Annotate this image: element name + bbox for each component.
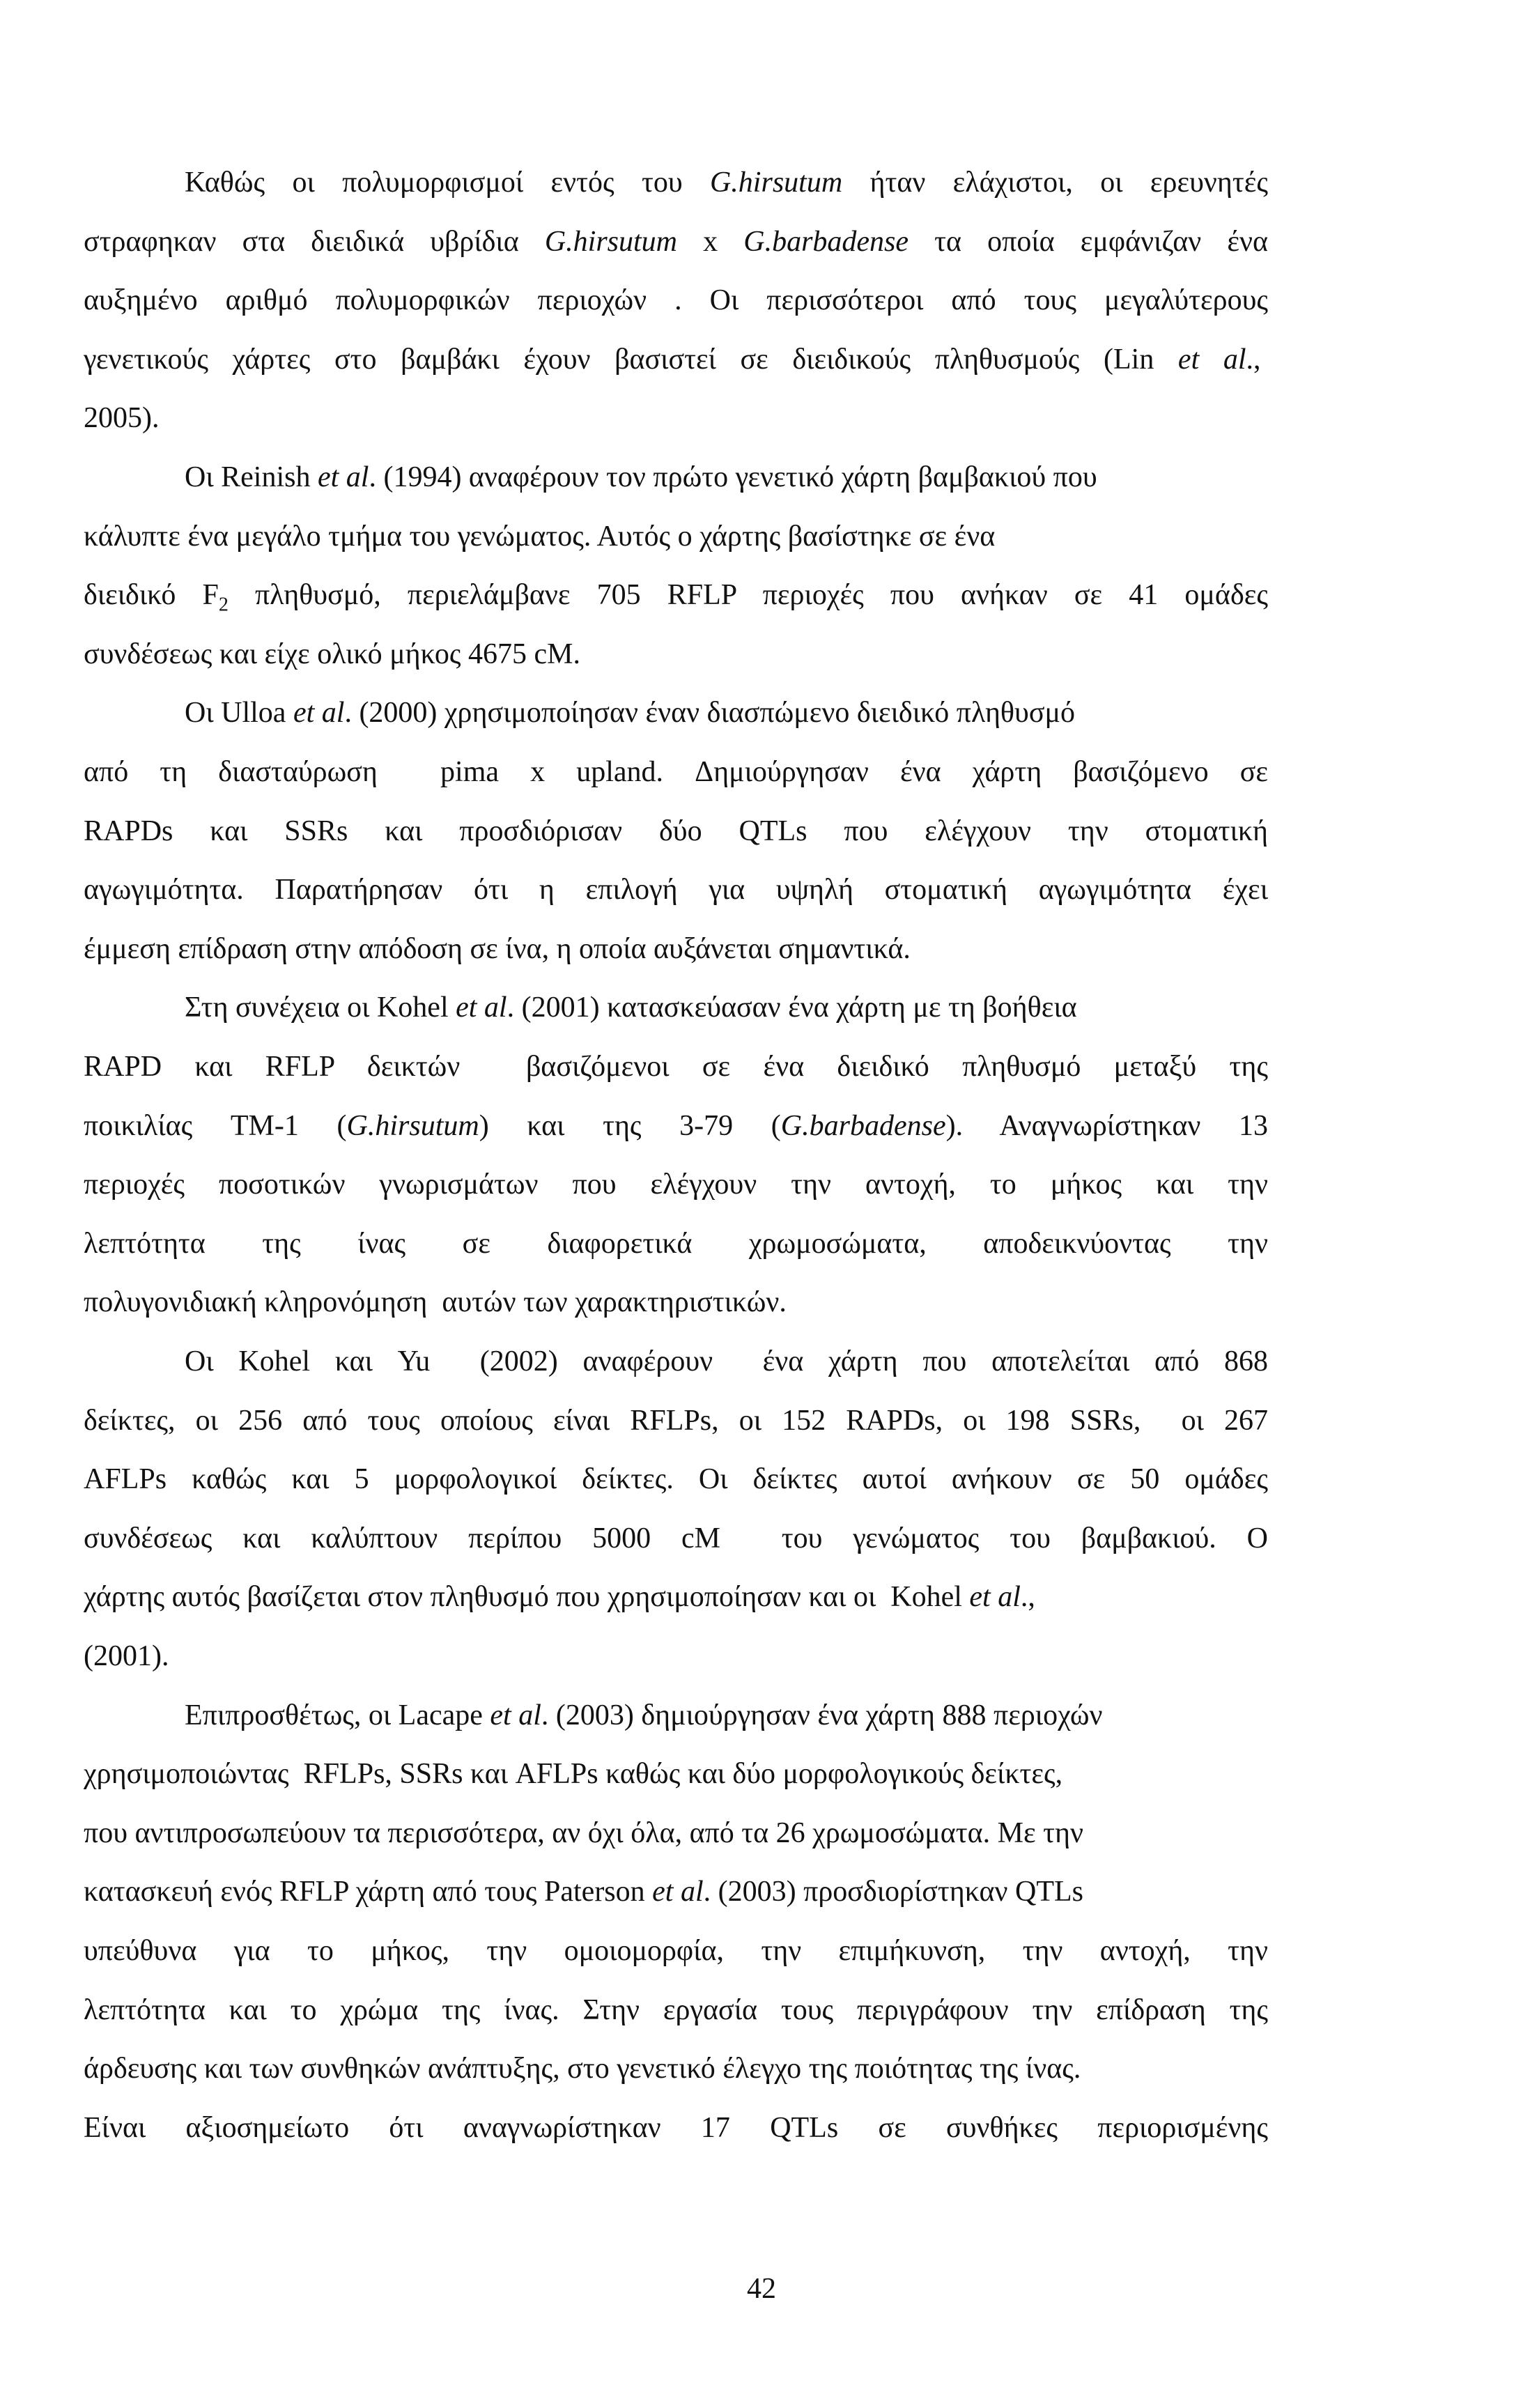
- text-line: [84, 1035, 1268, 1098]
- text-run: στραφηκαν στα διειδικά υβρίδια: [84, 225, 545, 258]
- italic-text: et al: [456, 991, 507, 1024]
- text-run: δείκτες, οι 256 από τους οποίους είναι RFLPs, οι 152 RAPDs, οι 198 SSRs, οι 267: [84, 1404, 1268, 1437]
- text-line: [84, 1979, 1268, 2042]
- italic-text: G.hirsutum: [544, 225, 678, 258]
- text-run: . (2001) κατασκεύασαν ένα χάρτη με τη βοήθεια: [507, 991, 1077, 1024]
- text-line: [185, 1684, 1268, 1747]
- text-run: γενετικούς χάρτες στο βαμβάκι έχουν βασιστεί σε διειδικούς πληθυσμούς (Lin: [84, 343, 1178, 376]
- italic-text: et al: [490, 1699, 541, 1731]
- text-run: ποικιλίας TM-1 (: [84, 1109, 347, 1142]
- text-run: λεπτότητα και το χρώμα της ίνας. Στην εργασία τους περιγράφουν την επίδραση της: [84, 1993, 1268, 2026]
- text-run: . (2003) δημιούργησαν ένα χάρτη 888 περιοχών: [541, 1699, 1103, 1731]
- text-line: [84, 1507, 1268, 1570]
- text-line: [185, 681, 1268, 744]
- text-line: [84, 328, 1268, 391]
- text-run: έμμεση επίδραση στην απόδοση σε ίνα, η οποία αυξάνεται σημαντικά.: [84, 932, 911, 965]
- text-run: ) και της 3-79 (: [479, 1109, 781, 1142]
- text-run: κατασκευή ενός RFLP χάρτη από τους Paterson: [84, 1876, 653, 1908]
- text-run: AFLPs καθώς και 5 μορφολογικοί δείκτες. Οι δείκτες αυτοί ανήκουν σε 50 ομάδες: [84, 1463, 1268, 1496]
- text-run: πολυγονιδιακή κληρονόμηση αυτών των χαρακτηριστικών.: [84, 1286, 787, 1319]
- text-run: περιοχές ποσοτικών γνωρισμάτων που ελέγχουν την αντοχή, το μήκος και την: [84, 1168, 1268, 1201]
- text-run: αγωγιμότητα. Παρατήρησαν ότι η επιλογή για υψηλή στοματική αγωγιμότητα έχει: [84, 874, 1268, 906]
- text-line: [84, 269, 1268, 332]
- italic-text: et al: [1177, 343, 1246, 376]
- text-line: [84, 1271, 1268, 1334]
- text-line: [84, 1153, 1268, 1216]
- text-run: Καθώς οι πολυμορφισμοί εντός του: [185, 167, 710, 199]
- text-run: χάρτης αυτός βασίζεται στον πληθυσμό που χρησιμοποίησαν και οι Kohel: [84, 1581, 970, 1614]
- text-line: [84, 623, 1268, 686]
- italic-text: G.barbadense: [743, 225, 909, 258]
- text-run: Οι Kohel και Yu (2002) αναφέρουν ένα χάρτη που αποτελείται από 868: [185, 1345, 1268, 1377]
- italic-text: G.hirsutum: [709, 167, 843, 199]
- text-line: [84, 564, 1268, 626]
- text-line: [84, 1212, 1268, 1275]
- text-run: από τη διασταύρωση pima x upland. Δημιούργησαν ένα χάρτη βασιζόμενο σε: [84, 756, 1268, 788]
- text-line: [84, 1566, 1268, 1628]
- italic-text: et al: [652, 1876, 704, 1908]
- text-line: [84, 741, 1268, 803]
- text-run: . (2000) χρησιμοποίησαν έναν διασπώμενο διειδικό πληθυσμό: [344, 697, 1075, 730]
- page-number: 42: [747, 2273, 776, 2305]
- text-line: [185, 151, 1268, 214]
- text-line: [84, 387, 1268, 449]
- text-run: πληθυσμό, περιελάμβανε 705 RFLP περιοχές που ανήκαν σε 41 ομάδες: [228, 579, 1269, 612]
- text-run: συνδέσεως και καλύπτουν περίπου 5000 cM του γενώματος του βαμβακιού. Ο: [84, 1522, 1268, 1554]
- text-line: [84, 1920, 1268, 1982]
- text-line: [84, 2097, 1268, 2159]
- text-line: [84, 1448, 1268, 1511]
- text-run: 2005).: [84, 402, 160, 435]
- text-line: [84, 505, 1268, 568]
- italic-text: et al: [293, 697, 345, 730]
- text-run: κάλυπτε ένα μεγάλο τμήμα του γενώματος. Αυτός ο χάρτης βασίστηκε σε ένα: [84, 520, 996, 553]
- text-line: [84, 918, 1268, 980]
- text-run: ήταν ελάχιστοι, οι ερευνητές: [842, 167, 1268, 199]
- text-line: [185, 446, 1268, 509]
- text-run: χρησιμοποιώντας RFLPs, SSRs και AFLPs καθώς και δύο μορφολογικούς δείκτες,: [84, 1758, 1063, 1791]
- text-run: RAPD και RFLP δεικτών βασιζόμενοι σε ένα διειδικό πληθυσμό μεταξύ της: [84, 1051, 1268, 1083]
- text-line: [84, 1802, 1268, 1865]
- text-line: [84, 1389, 1268, 1452]
- text-line: [185, 976, 1268, 1039]
- text-run: .,: [1020, 1581, 1035, 1614]
- text-run: που αντιπροσωπεύουν τα περισσότερα, αν όχι όλα, από τα 26 χρωμοσώματα. Με την: [84, 1816, 1083, 1849]
- text-run: αυξημένο αριθμό πολυμορφικών περιοχών . Οι περισσότεροι από τους μεγαλύτερους: [84, 284, 1268, 317]
- text-run: . (1994) αναφέρουν τον πρώτο γενετικό χάρτη βαμβακιού που: [369, 461, 1097, 493]
- text-line: [84, 800, 1268, 863]
- text-run: . (2003) προσδιορίστηκαν QTLs: [703, 1876, 1084, 1908]
- italic-text: et al: [317, 461, 369, 493]
- text-run: λεπτότητα της ίνας σε διαφορετικά χρωμοσώματα, αποδεικνύοντας την: [84, 1227, 1268, 1260]
- text-run: RAPDs και SSRs και προσδιόρισαν δύο QTLs που ελέγχουν την στοματική: [84, 815, 1268, 847]
- text-run: Οι Reinish: [185, 461, 318, 493]
- text-run: διειδικό F: [84, 579, 219, 612]
- text-run: Στη συνέχεια οι Kohel: [185, 991, 456, 1024]
- text-line: [185, 1330, 1268, 1393]
- text-line: [84, 1625, 1268, 1688]
- text-run: x: [677, 225, 744, 258]
- text-line: [84, 1860, 1268, 1923]
- text-line: [84, 2037, 1268, 2100]
- text-run: άρδευσης και των συνθηκών ανάπτυξης, στο γενετικό έλεγχο της ποιότητας της ίνας.: [84, 2053, 1081, 2085]
- text-run: υπεύθυνα για το μήκος, την ομοιομορφία, την επιμήκυνση, την αντοχή, την: [84, 1935, 1268, 1967]
- text-run: Οι Ulloa: [185, 697, 293, 730]
- text-line: [84, 210, 1268, 273]
- italic-text: G.hirsutum: [346, 1109, 479, 1142]
- text-run: συνδέσεως και είχε ολικό μήκος 4675 cM.: [84, 638, 580, 670]
- italic-text: et al: [969, 1581, 1021, 1614]
- text-run: .,: [1246, 343, 1268, 376]
- text-line: [84, 1095, 1268, 1157]
- text-run: Επιπροσθέτως, οι Lacape: [185, 1699, 490, 1731]
- subscript-text: 2: [218, 594, 229, 616]
- text-run: (2001).: [84, 1640, 169, 1672]
- text-run: ). Αναγνωρίστηκαν 13: [945, 1109, 1268, 1142]
- italic-text: G.barbadense: [780, 1109, 946, 1142]
- text-run: Είναι αξιοσημείωτο ότι αναγνωρίστηκαν 17 QTLs σε συνθήκες περιορισμένης: [84, 2111, 1268, 2144]
- text-line: [84, 1743, 1268, 1805]
- text-run: τα οποία εμφάνιζαν ένα: [909, 225, 1269, 258]
- text-line: [84, 858, 1268, 921]
